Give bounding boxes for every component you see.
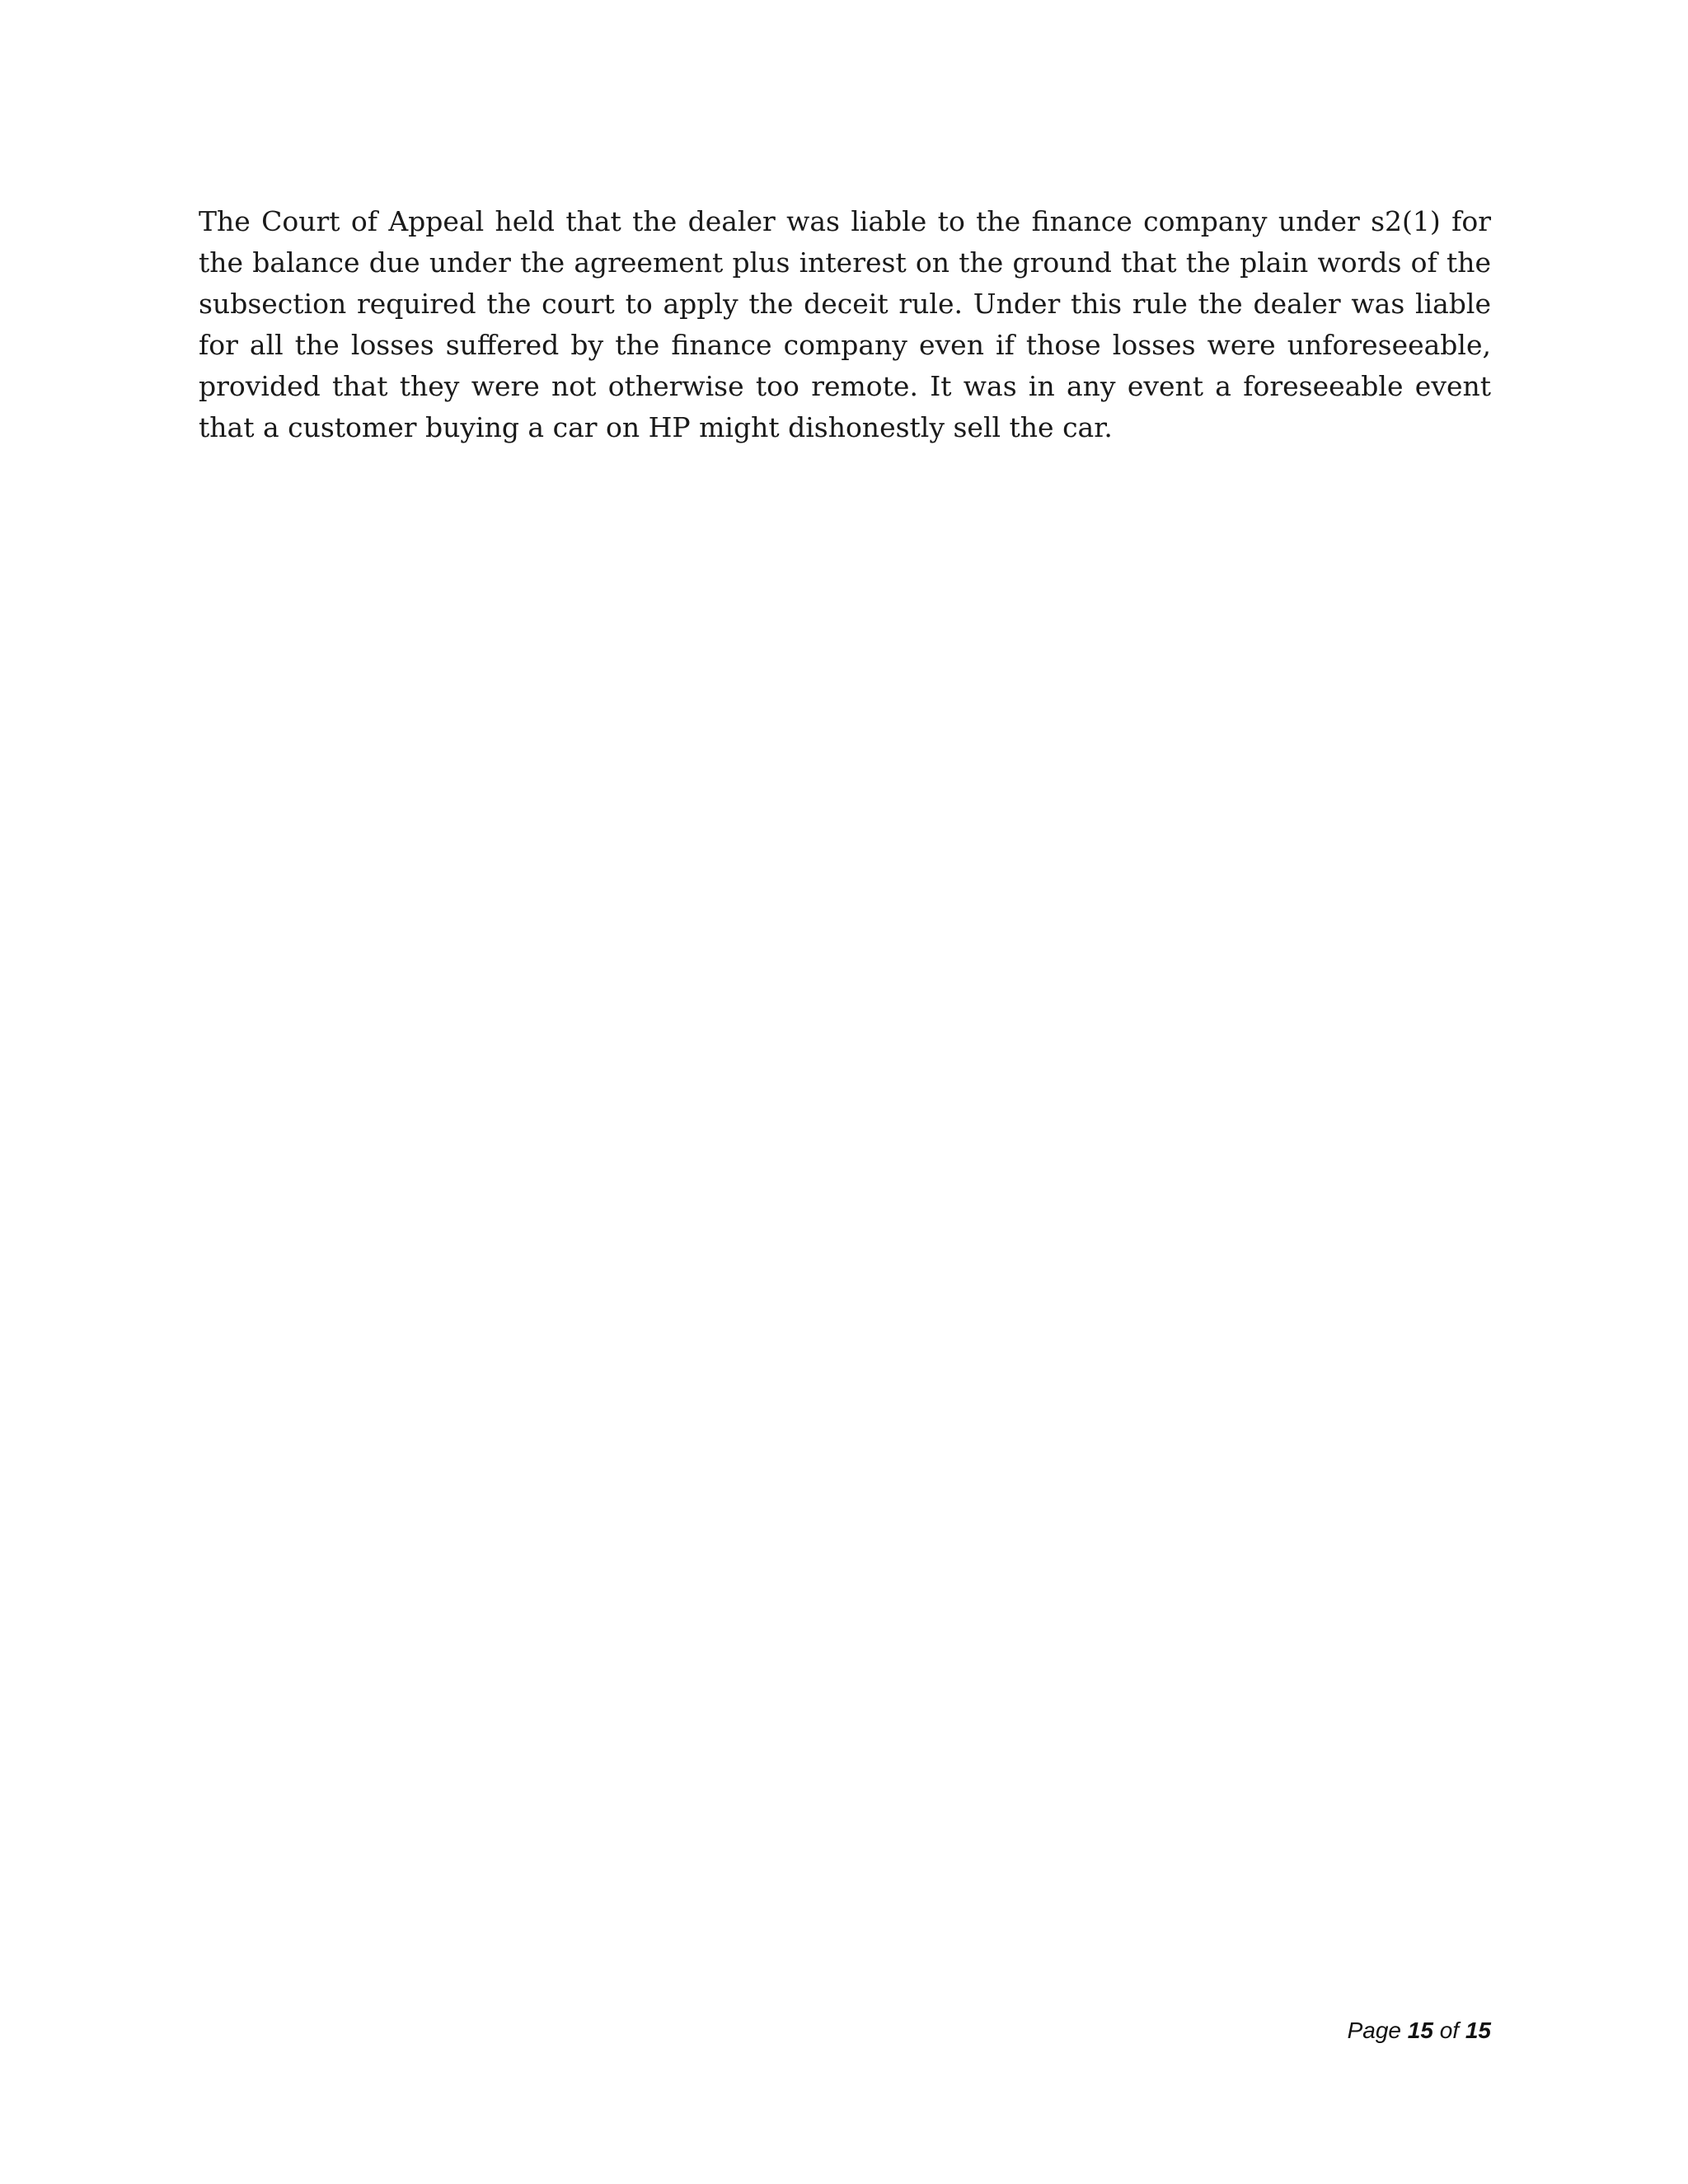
footer-of-word: of xyxy=(1439,2018,1460,2043)
footer-page-word: Page xyxy=(1347,2018,1401,2043)
footer-total-pages: 15 xyxy=(1465,2018,1491,2043)
footer-current-page: 15 xyxy=(1407,2018,1433,2043)
body-paragraph: The Court of Appeal held that the dealer was liable to the finance company under s2(1) for the balance due under the agreement plus interest on the ground that the plain words of the subsection required the court to apply the deceit rule. Under this rule the dealer was liable for all the losses suffered by the finance company even if those losses were unforeseeable, provided that they were not otherwise too remote. It was in any event a foreseeable event that a customer buying a car on HP might dishonestly sell the car. xyxy=(199,205,1491,443)
page-number-footer xyxy=(1348,2016,1491,2046)
